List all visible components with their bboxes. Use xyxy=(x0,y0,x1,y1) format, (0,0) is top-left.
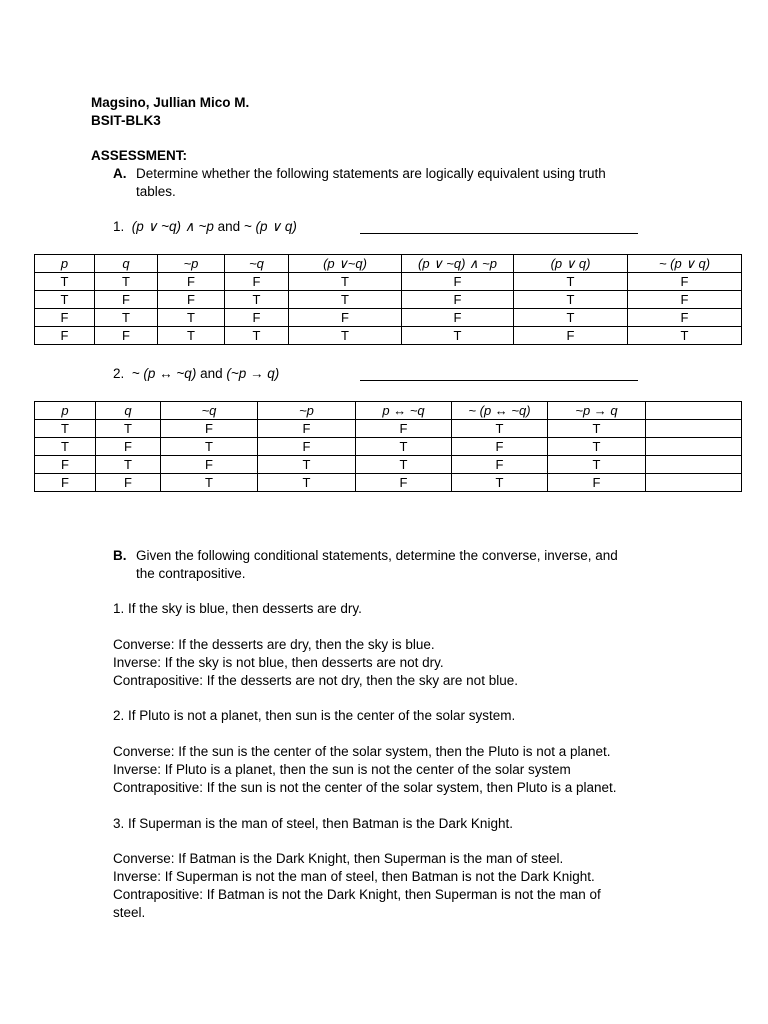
student-name: Magsino, Jullian Mico M. xyxy=(91,95,250,110)
conditional-statement-1: 1. If the sky is blue, then desserts are dry. xyxy=(113,601,362,616)
question-1 xyxy=(113,219,297,235)
table-cell xyxy=(646,420,742,438)
table-cell: F xyxy=(289,309,402,327)
table-header-cell: ~p xyxy=(258,402,356,420)
table-cell: T xyxy=(96,456,161,474)
converse-1: Converse: If the desserts are dry, then the sky is blue. xyxy=(113,637,435,652)
table-cell: T xyxy=(258,456,356,474)
student-section: BSIT-BLK3 xyxy=(91,113,161,128)
table-cell: F xyxy=(402,291,514,309)
part-b-letter: B. xyxy=(113,548,127,563)
table-cell: T xyxy=(95,273,158,291)
table-cell: F xyxy=(628,291,742,309)
question-2 xyxy=(113,366,279,381)
table-cell: T xyxy=(514,291,628,309)
table-cell: T xyxy=(95,309,158,327)
table-cell: F xyxy=(95,291,158,309)
table-cell: T xyxy=(452,420,548,438)
table-cell: T xyxy=(35,420,96,438)
contrapositive-2: Contrapositive: If the sun is not the center of the solar system, then Pluto is a planet. xyxy=(113,780,617,795)
table-cell: T xyxy=(158,327,225,345)
table-cell: F xyxy=(96,438,161,456)
contrapositive-3-line2: steel. xyxy=(113,905,146,920)
question-1-expr2: ~ (p ∨ q) xyxy=(243,219,297,234)
question-2-number: 2. xyxy=(113,366,125,381)
table-header-cell: (p ∨ ~q) ∧ ~p xyxy=(402,255,514,273)
table-row xyxy=(35,273,742,291)
contrapositive-1: Contrapositive: If the desserts are not dry, then the sky are not blue. xyxy=(113,673,518,688)
table-row xyxy=(35,474,742,492)
question-2-expr1: ~ (p ↔ ~q) xyxy=(131,366,197,381)
table-row xyxy=(35,438,742,456)
table-cell: T xyxy=(161,438,258,456)
table-cell: F xyxy=(514,327,628,345)
table-cell: T xyxy=(258,474,356,492)
table-cell: F xyxy=(452,456,548,474)
table-header-cell: ~ (p ↔ ~q) xyxy=(452,402,548,420)
table-cell: F xyxy=(548,474,646,492)
conditional-statement-2: 2. If Pluto is not a planet, then sun is the center of the solar system. xyxy=(113,708,516,723)
question-1-number: 1. xyxy=(113,219,125,234)
table-cell: F xyxy=(35,309,95,327)
table-cell: F xyxy=(161,420,258,438)
table-header-cell: ~q xyxy=(225,255,289,273)
converse-3: Converse: If Batman is the Dark Knight, then Superman is the man of steel. xyxy=(113,851,564,866)
table-cell: F xyxy=(35,474,96,492)
table-cell: F xyxy=(356,474,452,492)
table-cell: F xyxy=(158,291,225,309)
table-header-cell xyxy=(646,402,742,420)
table-row xyxy=(35,420,742,438)
table-row xyxy=(35,309,742,327)
part-a-instruction-line1: Determine whether the following statements are logically equivalent using truth xyxy=(136,166,606,181)
table-row xyxy=(35,327,742,345)
table-header-row xyxy=(35,255,742,273)
table-cell: T xyxy=(289,273,402,291)
table-cell: F xyxy=(158,273,225,291)
inverse-2: Inverse: If Pluto is a planet, then the sun is not the center of the solar system xyxy=(113,762,571,777)
truth-table-2 xyxy=(34,401,742,492)
table-cell xyxy=(646,474,742,492)
inverse-1: Inverse: If the sky is not blue, then desserts are not dry. xyxy=(113,655,444,670)
table-header-cell: q xyxy=(95,255,158,273)
table-cell: T xyxy=(628,327,742,345)
table-header-cell: (p ∨ q) xyxy=(514,255,628,273)
table-header-row xyxy=(35,402,742,420)
table-header-cell: ~p → q xyxy=(548,402,646,420)
table-header-cell: ~p xyxy=(158,255,225,273)
part-a-letter: A. xyxy=(113,166,127,181)
conditional-statement-3: 3. If Superman is the man of steel, then Batman is the Dark Knight. xyxy=(113,816,513,831)
table-cell: F xyxy=(35,327,95,345)
table-cell: T xyxy=(452,474,548,492)
table-header-cell: p xyxy=(35,402,96,420)
table-cell: F xyxy=(258,438,356,456)
table-row xyxy=(35,456,742,474)
part-b-instruction-line1: Given the following conditional statements, determine the converse, inverse, and xyxy=(136,548,618,563)
part-a-instruction-line2: tables. xyxy=(136,184,176,199)
table-cell: T xyxy=(356,456,452,474)
table-cell: T xyxy=(35,438,96,456)
table-cell: T xyxy=(289,327,402,345)
table-cell: F xyxy=(225,273,289,291)
assessment-title: ASSESSMENT: xyxy=(91,148,188,163)
table-cell: T xyxy=(548,438,646,456)
table-cell: F xyxy=(161,456,258,474)
table-cell: F xyxy=(628,273,742,291)
table-cell: T xyxy=(514,309,628,327)
part-b-instruction-line2: the contrapositive. xyxy=(136,566,246,581)
table-cell: T xyxy=(96,420,161,438)
table-cell xyxy=(646,438,742,456)
question-1-and: and xyxy=(217,219,241,234)
table-cell: F xyxy=(356,420,452,438)
table-header-cell: p xyxy=(35,255,95,273)
table-cell: T xyxy=(225,291,289,309)
table-header-cell: (p ∨~q) xyxy=(289,255,402,273)
table-cell: T xyxy=(35,291,95,309)
table-cell: T xyxy=(548,420,646,438)
converse-2: Converse: If the sun is the center of the solar system, then the Pluto is not a planet. xyxy=(113,744,611,759)
contrapositive-3-line1: Contrapositive: If Batman is not the Dark Knight, then Superman is not the man of xyxy=(113,887,601,902)
table-header-cell: p ↔ ~q xyxy=(356,402,452,420)
table-cell: F xyxy=(225,309,289,327)
table-row xyxy=(35,291,742,309)
table-cell: F xyxy=(628,309,742,327)
table-cell: F xyxy=(402,309,514,327)
table-cell: T xyxy=(161,474,258,492)
table-cell: T xyxy=(35,273,95,291)
table-cell: T xyxy=(548,456,646,474)
table-header-cell: q xyxy=(96,402,161,420)
table-cell: F xyxy=(35,456,96,474)
table-header-cell: ~q xyxy=(161,402,258,420)
table-cell xyxy=(646,456,742,474)
question-1-answer-blank xyxy=(360,233,638,234)
table-header-cell: ~ (p ∨ q) xyxy=(628,255,742,273)
table-cell: T xyxy=(225,327,289,345)
table-cell: T xyxy=(356,438,452,456)
question-2-expr2: (~p → q) xyxy=(226,366,280,381)
table-cell: T xyxy=(402,327,514,345)
question-1-expr1: (p ∨ ~q) ∧ ~p xyxy=(131,219,214,234)
question-2-and: and xyxy=(200,366,223,381)
table-cell: T xyxy=(514,273,628,291)
table-cell: F xyxy=(452,438,548,456)
table-cell: T xyxy=(289,291,402,309)
table-cell: F xyxy=(96,474,161,492)
question-2-answer-blank xyxy=(360,380,638,381)
inverse-3: Inverse: If Superman is not the man of steel, then Batman is not the Dark Knight. xyxy=(113,869,595,884)
table-cell: F xyxy=(258,420,356,438)
table-cell: F xyxy=(402,273,514,291)
table-cell: F xyxy=(95,327,158,345)
table-cell: T xyxy=(158,309,225,327)
truth-table-1 xyxy=(34,254,742,345)
